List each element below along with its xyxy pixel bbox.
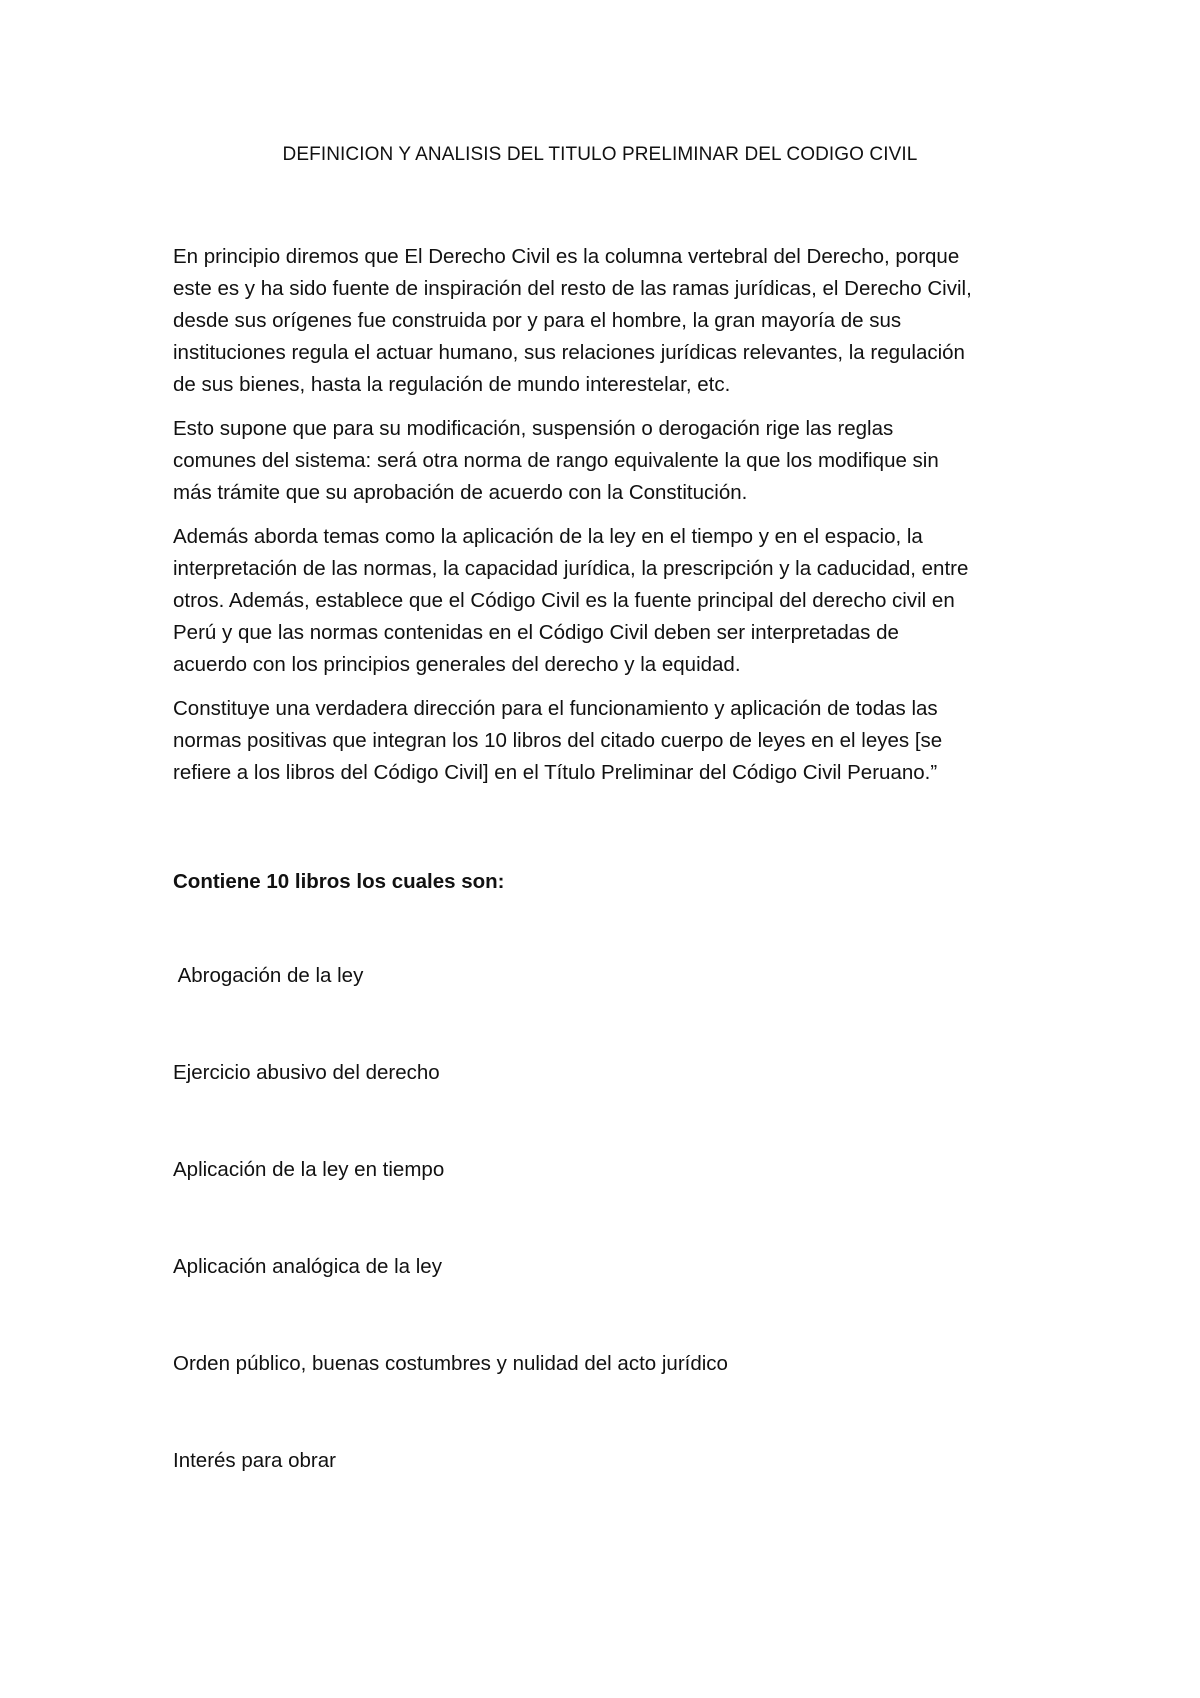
paragraph-line: más trámite que su aprobación de acuerdo con la Constitución. (173, 481, 748, 504)
list-heading: Contiene 10 libros los cuales son: (173, 870, 505, 893)
list-item-3: Aplicación de la ley en tiempo (173, 1158, 445, 1181)
paragraph-line: acuerdo con los principios generales del derecho y la equidad. (173, 653, 741, 676)
list-item-1: Abrogación de la ley (173, 964, 364, 987)
paragraph-line: Constituye una verdadera dirección para el funcionamiento y aplicación de todas las (173, 697, 938, 720)
paragraph-line: En principio diremos que El Derecho Civil es la columna vertebral del Derecho, porque (173, 245, 960, 268)
paragraph-line: desde sus orígenes fue construida por y para el hombre, la gran mayoría de sus (173, 309, 902, 332)
paragraph-line: Esto supone que para su modificación, suspensión o derogación rige las reglas (173, 417, 894, 440)
paragraph-line: este es y ha sido fuente de inspiración del resto de las ramas jurídicas, el Derecho Civil, (173, 277, 972, 300)
list-item-5: Orden público, buenas costumbres y nulidad del acto jurídico (173, 1352, 728, 1375)
list-item-2: Ejercicio abusivo del derecho (173, 1061, 440, 1084)
document-body (173, 241, 1053, 801)
paragraph-line: Perú y que las normas contenidas en el Código Civil deben ser interpretadas de (173, 621, 899, 644)
paragraph-4 (173, 693, 1053, 789)
paragraph-1 (173, 241, 1053, 401)
paragraph-line: Además aborda temas como la aplicación de la ley en el tiempo y en el espacio, la (173, 525, 923, 548)
list-item-6: Interés para obrar (173, 1449, 336, 1472)
paragraph-line: instituciones regula el actuar humano, sus relaciones jurídicas relevantes, la regulación (173, 341, 965, 364)
paragraph-line: refiere a los libros del Código Civil] en el Título Preliminar del Código Civil Peruano.” (173, 761, 938, 784)
paragraph-line: otros. Además, establece que el Código Civil es la fuente principal del derecho civil en (173, 589, 955, 612)
document-title: DEFINICION Y ANALISIS DEL TITULO PRELIMINAR DEL CODIGO CIVIL (282, 144, 918, 165)
paragraph-line: interpretación de las normas, la capacidad jurídica, la prescripción y la caducidad, entre (173, 557, 969, 580)
paragraph-2 (173, 413, 1053, 509)
paragraph-line: comunes del sistema: será otra norma de rango equivalente la que los modifique sin (173, 449, 939, 472)
list-item-4: Aplicación analógica de la ley (173, 1255, 442, 1278)
paragraph-line: de sus bienes, hasta la regulación de mundo interestelar, etc. (173, 373, 731, 396)
paragraph-line: normas positivas que integran los 10 libros del citado cuerpo de leyes en el leyes [se (173, 729, 943, 752)
paragraph-3 (173, 521, 1053, 681)
